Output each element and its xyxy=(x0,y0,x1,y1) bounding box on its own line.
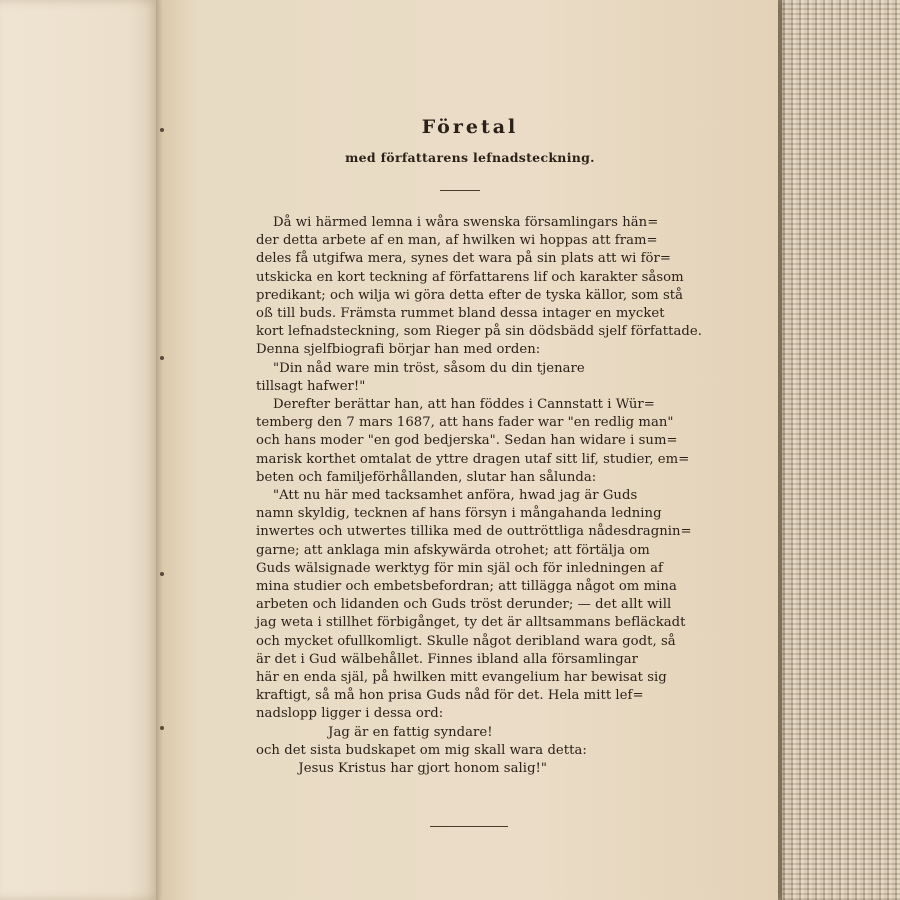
text-line: utskicka en kort teckning af författarens lif och karakter såsom xyxy=(256,269,684,285)
text-line: deles få utgifwa mera, synes det wara på sin plats att wi för= xyxy=(256,251,671,267)
text-line: och det sista budskapet om mig skall wara detta: xyxy=(256,742,587,758)
text-line: garne; att anklaga min afskywärda otrohet; att förtälja om xyxy=(256,542,650,558)
binding-stitch xyxy=(160,726,164,730)
text-line: marisk korthet omtalat de yttre dragen utaf sitt lif, studier, em= xyxy=(256,451,690,467)
page-subtitle: med författarens lefnadsteckning. xyxy=(345,150,595,165)
right-page xyxy=(162,0,778,900)
binding-stitch xyxy=(160,572,164,576)
text-line: kort lefnadsteckning, som Rieger på sin dödsbädd sjelf författade. xyxy=(256,324,702,340)
text-line: Derefter berättar han, att han föddes i Cannstatt i Wür= xyxy=(256,397,655,413)
text-line: och hans moder "en god bedjerska". Sedan han widare i sum= xyxy=(256,433,678,449)
body-text xyxy=(256,214,702,778)
text-line: tillsagt hafwer!" xyxy=(256,378,366,394)
text-line: temberg den 7 mars 1687, att hans fader war "en redlig man" xyxy=(256,415,674,431)
text-line: Jag är en fattig syndare! xyxy=(256,724,493,740)
left-page xyxy=(0,0,160,900)
text-line: är det i Gud wälbehållet. Finnes ibland alla församlingar xyxy=(256,651,639,667)
binding-stitch xyxy=(160,128,164,132)
title-divider xyxy=(440,190,480,191)
text-line: nadslopp ligger i dessa ord: xyxy=(256,706,444,722)
page-title: Företal xyxy=(421,116,519,138)
text-line: der detta arbete af en man, af hwilken wi hoppas att fram= xyxy=(256,233,658,249)
text-line: arbeten och lidanden och Guds tröst derunder; — det allt will xyxy=(256,597,672,613)
text-line: beten och familjeförhållanden, slutar han sålunda: xyxy=(256,469,597,485)
text-line: inwertes och utwertes tillika med de outtröttliga nådesdragnin= xyxy=(256,524,692,540)
text-line: namn skyldig, tecknen af hans försyn i mångahanda ledning xyxy=(256,506,662,522)
text-line: Jesus Kristus har gjort honom salig!" xyxy=(256,761,548,777)
text-line: Guds wälsignade werktyg för min själ och för inledningen af xyxy=(256,560,663,576)
binding-stitch xyxy=(160,356,164,360)
end-divider xyxy=(430,826,508,827)
text-line: mina studier och embetsbefordran; att tillägga något om mina xyxy=(256,579,677,595)
text-line: jag weta i stillhet förbigånget, ty det är alltsammans befläckadt xyxy=(256,615,686,631)
text-line: "Att nu här med tacksamhet anföra, hwad jag är Guds xyxy=(256,488,638,504)
text-line: och mycket ofullkomligt. Skulle något deribland wara godt, så xyxy=(256,633,676,649)
text-line: Denna sjelfbiografi börjar han med orden: xyxy=(256,342,541,358)
text-line: "Din nåd ware min tröst, såsom du din tjenare xyxy=(256,360,585,376)
text-line: oß till buds. Främsta rummet bland dessa intager en mycket xyxy=(256,306,665,322)
text-line: kraftigt, så må hon prisa Guds nåd för det. Hela mitt lef= xyxy=(256,688,644,704)
text-line: här en enda själ, på hwilken mitt evangelium har bewisat sig xyxy=(256,670,667,686)
text-line: Då wi härmed lemna i wåra swenska församlingars hän= xyxy=(256,215,659,230)
text-line: predikant; och wilja wi göra detta efter de tyska källor, som stå xyxy=(256,287,684,303)
